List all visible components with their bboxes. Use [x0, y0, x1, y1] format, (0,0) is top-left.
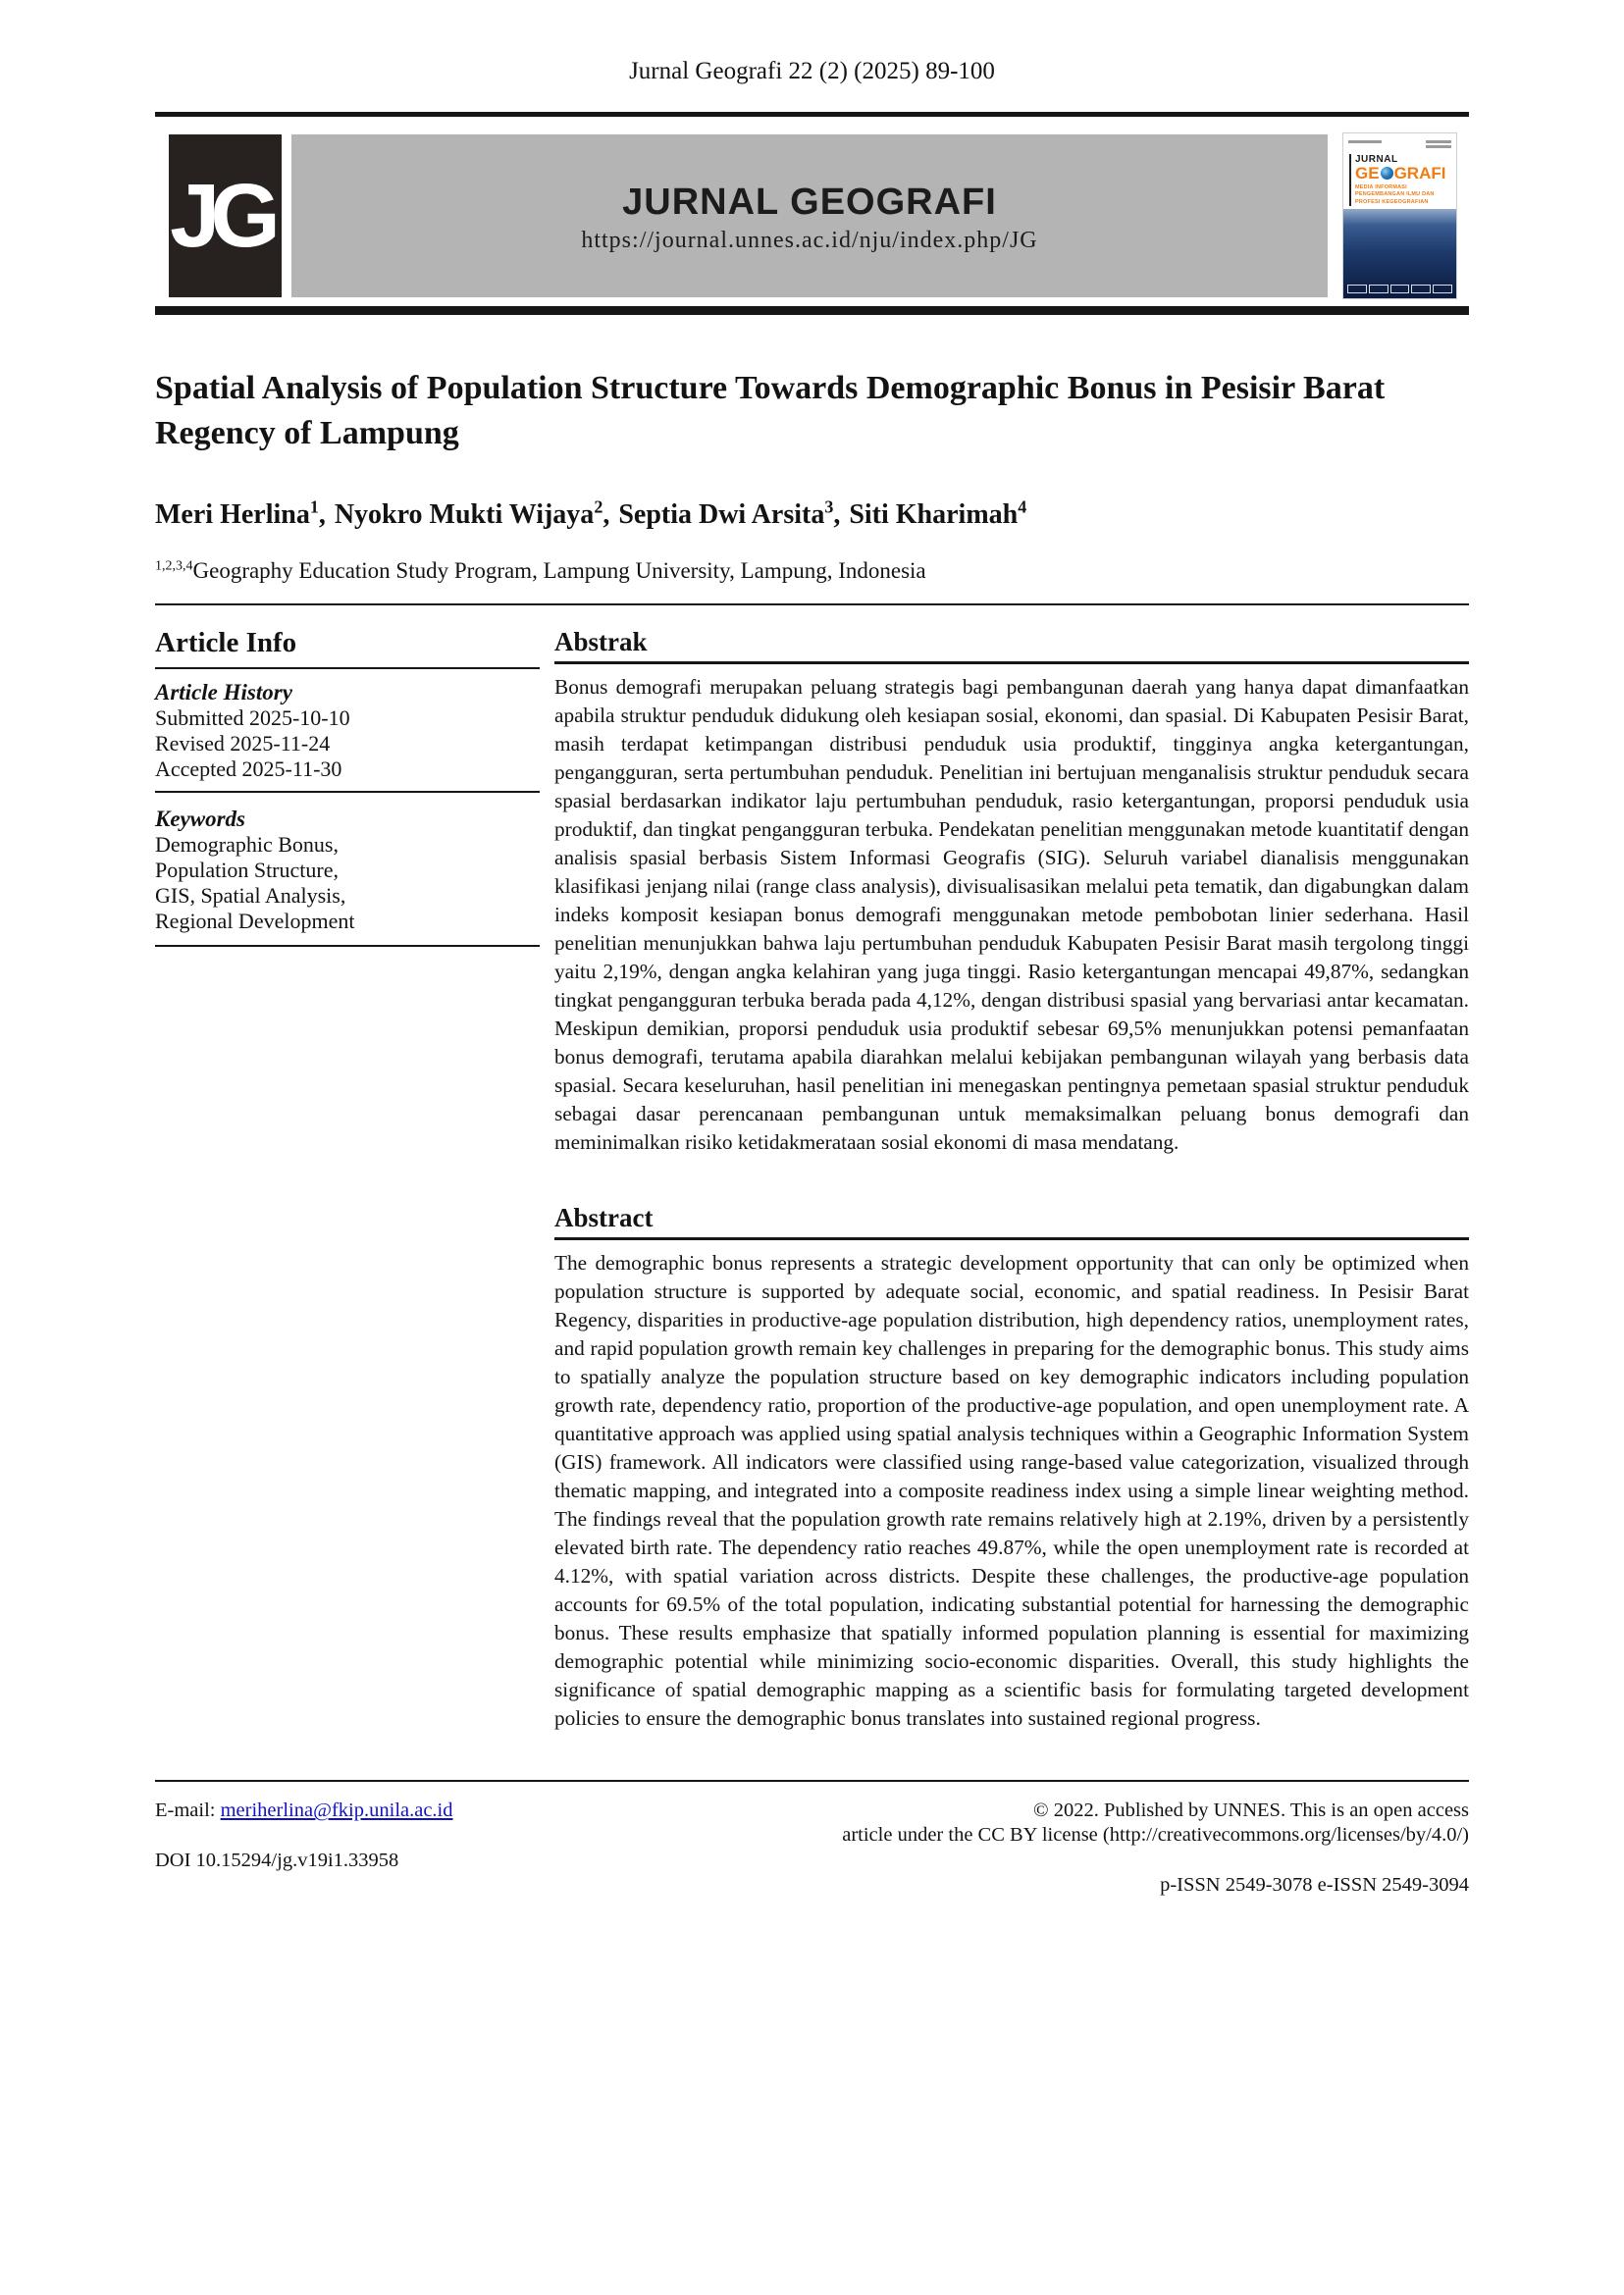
- cover-issn-text-placeholder: [1426, 140, 1451, 143]
- keywords-label: Keywords: [155, 807, 245, 832]
- section-divider: [155, 603, 1469, 605]
- journal-banner: [155, 134, 1469, 297]
- author: Meri Herlina$^1$,: [155, 497, 326, 531]
- affiliation: $^{1,2,3,4}$Geography Education Study Program, Lampung University, Lampung, Indonesia: [155, 558, 926, 584]
- article-info-column: [155, 627, 540, 947]
- cover-volume-text-placeholder: [1348, 140, 1382, 143]
- author: Nyokro Mukti Wijaya$^2$,: [334, 497, 610, 531]
- journal-logo-text: JG: [170, 165, 271, 266]
- doi: DOI 10.15294/jg.v19i1.33958: [155, 1850, 399, 1872]
- cover-tagline: MEDIA INFORMASI PENGEMBANGAN ILMU DAN PROFESI KEGEOGRAFIAN: [1355, 183, 1435, 205]
- article-title: Spatial Analysis of Population Structure Towards Demographic Bonus in Pesisir Barat Regency of Lampung: [155, 370, 1386, 451]
- page-footer: [155, 1799, 1469, 1898]
- article-history-label: Article History: [155, 680, 292, 705]
- author: Septia Dwi Arsita$^3$,: [618, 497, 841, 531]
- author: Siti Kharimah$^4$: [849, 497, 1027, 531]
- abstract-heading: Abstract: [554, 1203, 1469, 1240]
- author-affiliation-mark: 4: [1018, 497, 1027, 517]
- journal-cover-thumbnail: [1342, 132, 1457, 299]
- header-divider: [155, 112, 1469, 117]
- journal-name: JURNAL GEOGRAFI: [622, 182, 997, 223]
- keyword-line: Regional Development: [155, 909, 355, 934]
- journal-url: https://journal.unnes.ac.id/nju/index.php/JG: [581, 228, 1038, 253]
- cover-title-block: [1349, 154, 1450, 206]
- journal-logo: [169, 134, 282, 297]
- submitted-date: Submitted 2025-10-10: [155, 705, 350, 731]
- article-info-heading: Article Info: [155, 627, 297, 659]
- cover-footer-boxes: [1347, 285, 1452, 293]
- email-label: E-mail:: [155, 1799, 216, 1822]
- running-head: Jurnal Geografi 22 (2) (2025) 89-100: [629, 58, 995, 84]
- copyright-line-2: article under the CC BY license (http://creativecommons.org/licenses/by/4.0/): [842, 1824, 1469, 1847]
- author-affiliation-mark: 1: [309, 497, 319, 517]
- globe-icon: [1381, 167, 1393, 180]
- cover-issue-info: [1343, 133, 1456, 150]
- cover-earth-image: [1343, 209, 1456, 298]
- abstract-text: The demographic bonus represents a strategic development opportunity that can only be optimized when population structure is supported by adequate social, economic, and spatial readiness. In Pesisir Barat Regency, disparities in productive-age population distribution, high dependency ratios, unemployment rates, and rapid population growth remain key challenges in preparing for the demographic bonus. This study aims to spatially analyze the population structure based on key demographic indicators including population growth rate, dependency ratio, proportion of the productive-age population, and open unemployment rate. A quantitative approach was applied using spatial analysis techniques within a Geographic Information System (GIS) framework. All indicators were classified using range-based value categorization, visualized through thematic mapping, and integrated into a composite readiness index using a simple linear weighting method. The findings reveal that the population growth rate remains relatively high at 2.19%, driven by a persistently elevated birth rate. The dependency ratio reaches 49.87%, while the open unemployment rate is recorded at 4.12%, with spatial variation across districts. Despite these challenges, the productive-age population accounts for 69.5% of the total population, indicating substantial potential for harnessing the demographic bonus. These results emphasize that spatially informed population planning is essential for maximizing demographic potential while minimizing socio-economic disparities. Overall, this study highlights the significance of spatial demographic mapping as a scientific basis for formulating targeted development policies to ensure the demographic bonus translates into sustained regional progress.: [554, 1251, 1469, 1731]
- author-affiliation-mark: 2: [594, 497, 603, 517]
- copyright-line-1: © 2022. Published by UNNES. This is an open access: [1033, 1799, 1469, 1822]
- divider: [155, 945, 540, 947]
- cover-geografi-text: GE GRAFI: [1355, 164, 1446, 183]
- issn: p-ISSN 2549-3078 e-ISSN 2549-3094: [1160, 1874, 1469, 1897]
- two-column-body: [155, 627, 1469, 1733]
- email-link[interactable]: meriherlina@fkip.unila.ac.id: [220, 1799, 453, 1822]
- divider: [155, 667, 540, 669]
- author-affiliation-mark: 3: [824, 497, 834, 517]
- keyword-line: Demographic Bonus,: [155, 832, 339, 858]
- author-list: [155, 497, 1469, 531]
- cover-jurnal-text: JURNAL: [1355, 154, 1398, 165]
- banner-divider: [155, 306, 1469, 315]
- keyword-line: GIS, Spatial Analysis,: [155, 883, 346, 909]
- affiliation-marks: 1,2,3,4: [155, 558, 193, 574]
- email-line: [155, 1799, 453, 1823]
- keyword-line: Population Structure,: [155, 858, 339, 883]
- footer-divider: [155, 1780, 1469, 1782]
- revised-date: Revised 2025-11-24: [155, 731, 331, 756]
- cover-eissn-text-placeholder: [1426, 145, 1451, 148]
- journal-masthead: [291, 134, 1328, 297]
- abstracts-column: [554, 627, 1469, 1733]
- divider: [155, 791, 540, 793]
- accepted-date: Accepted 2025-11-30: [155, 756, 342, 782]
- abstrak-text: Bonus demografi merupakan peluang strategis bagi pembangunan daerah yang hanya dapat dimanfaatkan apabila struktur penduduk didukung oleh kesiapan sosial, ekonomi, dan spasial. Di Kabupaten Pesisir Barat, masih terdapat ketimpangan distribusi penduduk usia produktif, tingginya angka ketergantungan, pengangguran, serta pertumbuhan penduduk. Penelitian ini bertujuan menganalisis struktur penduduk secara spasial berdasarkan indikator laju pertumbuhan penduduk, rasio ketergantungan, proporsi penduduk usia produktif, dan tingkat pengangguran terbuka. Pendekatan penelitian menggunakan metode kuantitatif dengan analisis spasial berbasis Sistem Informasi Geografis (SIG). Seluruh variabel dianalisis menggunakan klasifikasi jenjang nilai (range class analysis), divisualisasikan melalui peta tematik, dan digabungkan dalam indeks komposit kesiapan bonus demografi menggunakan metode pembobotan linier sederhana. Hasil penelitian menunjukkan bahwa laju pertumbuhan penduduk Kabupaten Pesisir Barat masih tergolong tinggi yaitu 2,19%, dengan angka kelahiran yang juga tinggi. Rasio ketergantungan mencapai 49,87%, sedangkan tingkat pengangguran terbuka berada pada 4,12%, dengan distribusi spasial yang bervariasi antar kecamatan. Meskipun demikian, proporsi penduduk usia produktif sebesar 69,5% menunjukkan potensi pemanfaatan bonus demografi, terutama apabila diarahkan melalui kebijakan pembangunan wilayah yang berbasis data spasial. Secara keseluruhan, hasil penelitian ini menegaskan pentingnya pemetaan spasial struktur penduduk sebagai dasar perencanaan pembangunan untuk memaksimalkan peluang bonus demografi dan meminimalkan risiko ketidakmerataan sosial ekonomi di masa mendatang.: [554, 675, 1469, 1155]
- abstrak-heading: Abstrak: [554, 627, 1469, 664]
